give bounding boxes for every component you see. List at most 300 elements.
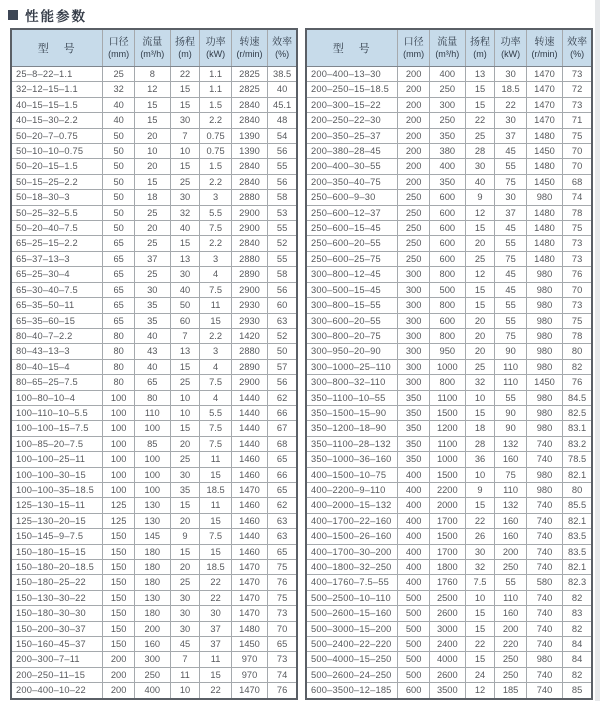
table-row [11, 159, 297, 174]
value-cell: 75 [495, 467, 527, 482]
value-cell: 1460 [231, 498, 267, 513]
value-cell: 250 [398, 251, 430, 266]
value-cell: 30 [495, 190, 527, 205]
value-cell: 63 [268, 513, 297, 528]
value-cell: 65 [268, 637, 297, 652]
value-cell: 800 [429, 298, 465, 313]
table-row [306, 251, 592, 266]
value-cell: 132 [495, 436, 527, 451]
value-cell: 35 [134, 313, 170, 328]
value-cell: 1.1 [200, 82, 232, 97]
model-cell: 250–600–25–75 [306, 251, 398, 266]
value-cell: 83 [563, 606, 592, 621]
value-cell: 7.5 [200, 221, 232, 236]
value-cell: 43 [134, 344, 170, 359]
value-cell: 84.5 [563, 390, 592, 405]
value-cell: 40 [268, 82, 297, 97]
table-row [11, 513, 297, 528]
value-cell: 1470 [231, 482, 267, 497]
value-cell: 82.1 [563, 560, 592, 575]
value-cell: 35 [134, 298, 170, 313]
value-cell: 40 [170, 221, 200, 236]
model-cell: 350–1000–36–160 [306, 452, 398, 467]
value-cell: 100 [103, 467, 135, 482]
table-row [11, 575, 297, 590]
value-cell: 1470 [526, 82, 562, 97]
value-cell: 2900 [231, 282, 267, 297]
value-cell: 3 [200, 190, 232, 205]
value-cell: 400 [398, 560, 430, 575]
value-cell: 60 [170, 313, 200, 328]
model-cell: 65–35–60–15 [11, 313, 103, 328]
table-row [306, 683, 592, 699]
table-row [11, 344, 297, 359]
table-row [306, 221, 592, 236]
value-cell: 980 [526, 467, 562, 482]
table-row [11, 82, 297, 97]
value-cell: 76 [268, 683, 297, 699]
value-cell: 37 [495, 128, 527, 143]
table-row [306, 82, 592, 97]
value-cell: 18.5 [200, 560, 232, 575]
value-cell: 30 [495, 67, 527, 82]
value-cell: 130 [134, 498, 170, 513]
value-cell: 350 [398, 452, 430, 467]
value-cell: 350 [429, 128, 465, 143]
value-cell: 1200 [429, 421, 465, 436]
value-cell: 1470 [231, 575, 267, 590]
value-cell: 2840 [231, 159, 267, 174]
value-cell: 400 [398, 529, 430, 544]
table-row [11, 328, 297, 343]
value-cell: 4 [200, 267, 232, 282]
spec-table-right [305, 28, 593, 700]
value-cell: 55 [495, 298, 527, 313]
value-cell: 82.1 [563, 467, 592, 482]
table-row [11, 467, 297, 482]
value-cell: 75 [563, 313, 592, 328]
value-cell: 11 [200, 452, 232, 467]
value-cell: 980 [526, 328, 562, 343]
value-cell: 300 [134, 652, 170, 667]
value-cell: 40 [134, 328, 170, 343]
value-cell: 73 [268, 652, 297, 667]
value-cell: 300 [398, 267, 430, 282]
value-cell: 30 [200, 606, 232, 621]
value-cell: 110 [495, 590, 527, 605]
header-row [306, 29, 592, 67]
value-cell: 180 [134, 544, 170, 559]
value-cell: 1440 [231, 390, 267, 405]
value-cell: 30 [170, 190, 200, 205]
value-cell: 40 [134, 359, 170, 374]
value-cell: 73 [563, 251, 592, 266]
value-cell: 10 [465, 590, 495, 605]
value-cell: 85 [134, 436, 170, 451]
model-cell: 50–15–25–2.2 [11, 174, 103, 189]
value-cell: 90 [495, 421, 527, 436]
table-row [11, 560, 297, 575]
value-cell: 7 [170, 328, 200, 343]
value-cell: 150 [103, 560, 135, 575]
model-cell: 200–350–25–37 [306, 128, 398, 143]
model-cell: 32–12–15–1.1 [11, 82, 103, 97]
value-cell: 22 [200, 590, 232, 605]
value-cell: 7 [170, 128, 200, 143]
model-cell: 50–20–7–0.75 [11, 128, 103, 143]
table-row [11, 544, 297, 559]
value-cell: 160 [495, 513, 527, 528]
value-cell: 28 [465, 144, 495, 159]
value-cell: 76 [563, 267, 592, 282]
model-cell: 50–20–40–7.5 [11, 221, 103, 236]
value-cell: 10 [170, 683, 200, 699]
value-cell: 73 [563, 67, 592, 82]
table-row [11, 637, 297, 652]
model-cell: 300–800–20–75 [306, 328, 398, 343]
value-cell: 200 [398, 97, 430, 112]
value-cell: 15 [465, 221, 495, 236]
value-cell: 7.5 [200, 529, 232, 544]
value-cell: 58 [268, 267, 297, 282]
value-cell: 68 [563, 174, 592, 189]
value-cell: 60 [268, 298, 297, 313]
table-row [306, 159, 592, 174]
value-cell: 63 [268, 313, 297, 328]
table-row [11, 683, 297, 699]
value-cell: 740 [526, 606, 562, 621]
value-cell: 32 [170, 205, 200, 220]
value-cell: 250 [398, 190, 430, 205]
value-cell: 7.5 [200, 436, 232, 451]
value-cell: 30 [465, 159, 495, 174]
value-cell: 30 [170, 467, 200, 482]
value-cell: 2840 [231, 174, 267, 189]
model-cell: 350–1100–10–55 [306, 390, 398, 405]
value-cell: 250 [429, 82, 465, 97]
value-cell: 300 [429, 97, 465, 112]
value-cell: 740 [526, 590, 562, 605]
value-cell: 50 [268, 344, 297, 359]
model-cell: 150–180–30–30 [11, 606, 103, 621]
value-cell: 22 [495, 97, 527, 112]
value-cell: 37 [200, 621, 232, 636]
model-cell: 200–250–15–18.5 [306, 82, 398, 97]
value-cell: 78.5 [563, 452, 592, 467]
value-cell: 2200 [429, 482, 465, 497]
value-cell: 1420 [231, 328, 267, 343]
value-cell: 2840 [231, 113, 267, 128]
value-cell: 50 [103, 190, 135, 205]
value-cell: 160 [495, 452, 527, 467]
value-cell: 0.75 [200, 128, 232, 143]
value-cell: 15 [170, 97, 200, 112]
value-cell: 132 [495, 498, 527, 513]
value-cell: 350 [398, 421, 430, 436]
value-cell: 15 [465, 498, 495, 513]
model-cell: 200–300–15–22 [306, 97, 398, 112]
value-cell: 22 [465, 513, 495, 528]
value-cell: 15 [170, 359, 200, 374]
value-cell: 15 [200, 667, 232, 682]
value-cell: 100 [134, 467, 170, 482]
table-row [11, 190, 297, 205]
table-row [11, 282, 297, 297]
value-cell: 500 [398, 652, 430, 667]
value-cell: 740 [526, 683, 562, 699]
model-cell: 80–65–25–7.5 [11, 375, 103, 390]
value-cell: 55 [495, 236, 527, 251]
value-cell: 15 [170, 236, 200, 251]
value-cell: 1460 [231, 544, 267, 559]
table-row [11, 251, 297, 266]
table-row [306, 529, 592, 544]
value-cell: 82.5 [563, 405, 592, 420]
value-cell: 0.75 [200, 144, 232, 159]
value-cell: 2880 [231, 344, 267, 359]
value-cell: 82 [563, 621, 592, 636]
model-cell: 50–18–30–3 [11, 190, 103, 205]
value-cell: 500 [398, 621, 430, 636]
value-cell: 65 [268, 452, 297, 467]
value-cell: 40 [465, 174, 495, 189]
value-cell: 24 [465, 667, 495, 682]
table-row [306, 375, 592, 390]
value-cell: 970 [231, 667, 267, 682]
model-cell: 300–800–32–110 [306, 375, 398, 390]
value-cell: 74 [563, 190, 592, 205]
model-cell: 200–250–22–30 [306, 113, 398, 128]
value-cell: 55 [268, 251, 297, 266]
value-cell: 45.1 [268, 97, 297, 112]
value-cell: 1100 [429, 390, 465, 405]
model-cell: 400–1500–10–75 [306, 467, 398, 482]
column-header: 效率 (%) [563, 29, 592, 67]
value-cell: 1450 [526, 375, 562, 390]
model-cell: 500–3000–15–200 [306, 621, 398, 636]
model-cell: 250–600–20–55 [306, 236, 398, 251]
value-cell: 400 [398, 467, 430, 482]
value-cell: 10 [170, 144, 200, 159]
value-cell: 30 [495, 113, 527, 128]
value-cell: 20 [170, 436, 200, 451]
value-cell: 600 [429, 190, 465, 205]
value-cell: 950 [429, 344, 465, 359]
table-row [11, 375, 297, 390]
value-cell: 75 [268, 560, 297, 575]
value-cell: 38.5 [268, 67, 297, 82]
table-row [306, 498, 592, 513]
square-bullet-icon [8, 10, 18, 20]
value-cell: 1100 [429, 436, 465, 451]
model-cell: 150–160–45–37 [11, 637, 103, 652]
value-cell: 300 [398, 359, 430, 374]
model-cell: 40–15–30–2.2 [11, 113, 103, 128]
value-cell: 37 [134, 251, 170, 266]
value-cell: 1440 [231, 421, 267, 436]
model-cell: 500–2600–24–250 [306, 667, 398, 682]
value-cell: 2.2 [200, 236, 232, 251]
value-cell: 20 [134, 159, 170, 174]
model-cell: 65–25–30–4 [11, 267, 103, 282]
model-cell: 350–1100–28–132 [306, 436, 398, 451]
value-cell: 150 [103, 544, 135, 559]
value-cell: 400 [429, 159, 465, 174]
value-cell: 1760 [429, 575, 465, 590]
value-cell: 250 [398, 205, 430, 220]
value-cell: 82.1 [563, 513, 592, 528]
table-row [11, 174, 297, 189]
value-cell: 12 [465, 267, 495, 282]
value-cell: 12 [465, 205, 495, 220]
value-cell: 15 [465, 298, 495, 313]
value-cell: 15 [170, 498, 200, 513]
value-cell: 45 [495, 267, 527, 282]
table-row [306, 113, 592, 128]
value-cell: 800 [429, 267, 465, 282]
value-cell: 980 [526, 190, 562, 205]
value-cell: 20 [170, 560, 200, 575]
value-cell: 9 [170, 529, 200, 544]
value-cell: 80 [103, 328, 135, 343]
value-cell: 600 [429, 205, 465, 220]
table-row [306, 190, 592, 205]
value-cell: 1700 [429, 513, 465, 528]
value-cell: 150 [103, 590, 135, 605]
model-cell: 80–43–13–3 [11, 344, 103, 359]
value-cell: 600 [398, 683, 430, 699]
value-cell: 350 [398, 390, 430, 405]
value-cell: 150 [103, 637, 135, 652]
value-cell: 200 [398, 67, 430, 82]
table-row [11, 606, 297, 621]
value-cell: 22 [200, 683, 232, 699]
value-cell: 180 [134, 560, 170, 575]
value-cell: 15 [170, 82, 200, 97]
value-cell: 13 [170, 344, 200, 359]
value-cell: 740 [526, 560, 562, 575]
value-cell: 1450 [526, 144, 562, 159]
value-cell: 65 [103, 282, 135, 297]
value-cell: 12 [134, 82, 170, 97]
value-cell: 2930 [231, 313, 267, 328]
table-row [306, 128, 592, 143]
value-cell: 25 [170, 174, 200, 189]
value-cell: 400 [398, 513, 430, 528]
model-cell: 50–20–15–1.5 [11, 159, 103, 174]
value-cell: 250 [398, 221, 430, 236]
value-cell: 980 [526, 390, 562, 405]
value-cell: 62 [268, 390, 297, 405]
table-row [11, 221, 297, 236]
model-cell: 40–15–15–1.5 [11, 97, 103, 112]
value-cell: 740 [526, 667, 562, 682]
table-row [306, 236, 592, 251]
value-cell: 2880 [231, 251, 267, 266]
value-cell: 3500 [429, 683, 465, 699]
value-cell: 28 [465, 436, 495, 451]
value-cell: 25 [134, 267, 170, 282]
value-cell: 1480 [526, 236, 562, 251]
table-row [306, 267, 592, 282]
table-row [11, 436, 297, 451]
value-cell: 2600 [429, 606, 465, 621]
table-row [306, 452, 592, 467]
value-cell: 50 [170, 298, 200, 313]
value-cell: 7 [170, 652, 200, 667]
value-cell: 50 [103, 159, 135, 174]
table-row [306, 513, 592, 528]
value-cell: 980 [526, 267, 562, 282]
value-cell: 26 [465, 529, 495, 544]
value-cell: 25 [170, 575, 200, 590]
value-cell: 1470 [526, 113, 562, 128]
value-cell: 740 [526, 544, 562, 559]
column-header: 转速 (r/min) [231, 29, 267, 67]
value-cell: 200 [398, 128, 430, 143]
value-cell: 80 [563, 482, 592, 497]
value-cell: 15 [170, 159, 200, 174]
value-cell: 45 [495, 221, 527, 236]
table-row [11, 236, 297, 251]
value-cell: 160 [495, 529, 527, 544]
model-cell: 400–1700–30–200 [306, 544, 398, 559]
value-cell: 250 [429, 113, 465, 128]
value-cell: 2.2 [200, 328, 232, 343]
value-cell: 250 [134, 667, 170, 682]
model-cell: 500–2400–22–220 [306, 637, 398, 652]
table-row [11, 405, 297, 420]
value-cell: 73 [563, 97, 592, 112]
model-cell: 125–130–15–11 [11, 498, 103, 513]
value-cell: 200 [398, 174, 430, 189]
column-header: 功率 (kW) [495, 29, 527, 67]
value-cell: 300 [398, 298, 430, 313]
value-cell: 83.5 [563, 529, 592, 544]
value-cell: 30 [170, 590, 200, 605]
value-cell: 25 [134, 236, 170, 251]
value-cell: 22 [170, 67, 200, 82]
value-cell: 30 [170, 606, 200, 621]
column-header: 效率 (%) [268, 29, 297, 67]
table-row [306, 344, 592, 359]
value-cell: 1.1 [200, 67, 232, 82]
value-cell: 15 [465, 97, 495, 112]
value-cell: 82 [563, 359, 592, 374]
table-row [11, 128, 297, 143]
value-cell: 65 [268, 544, 297, 559]
value-cell: 10 [170, 390, 200, 405]
value-cell: 740 [526, 529, 562, 544]
value-cell: 90 [495, 344, 527, 359]
value-cell: 110 [134, 405, 170, 420]
value-cell: 500 [398, 590, 430, 605]
value-cell: 500 [398, 667, 430, 682]
table-row [11, 113, 297, 128]
value-cell: 30 [134, 282, 170, 297]
model-cell: 250–600–15–45 [306, 221, 398, 236]
value-cell: 55 [495, 575, 527, 590]
value-cell: 84 [563, 637, 592, 652]
value-cell: 18 [134, 190, 170, 205]
value-cell: 2400 [429, 637, 465, 652]
value-cell: 18.5 [200, 482, 232, 497]
value-cell: 80 [103, 344, 135, 359]
model-cell: 25–8–22–1.1 [11, 67, 103, 82]
model-cell: 150–180–25–22 [11, 575, 103, 590]
value-cell: 1470 [526, 67, 562, 82]
table-row [306, 606, 592, 621]
